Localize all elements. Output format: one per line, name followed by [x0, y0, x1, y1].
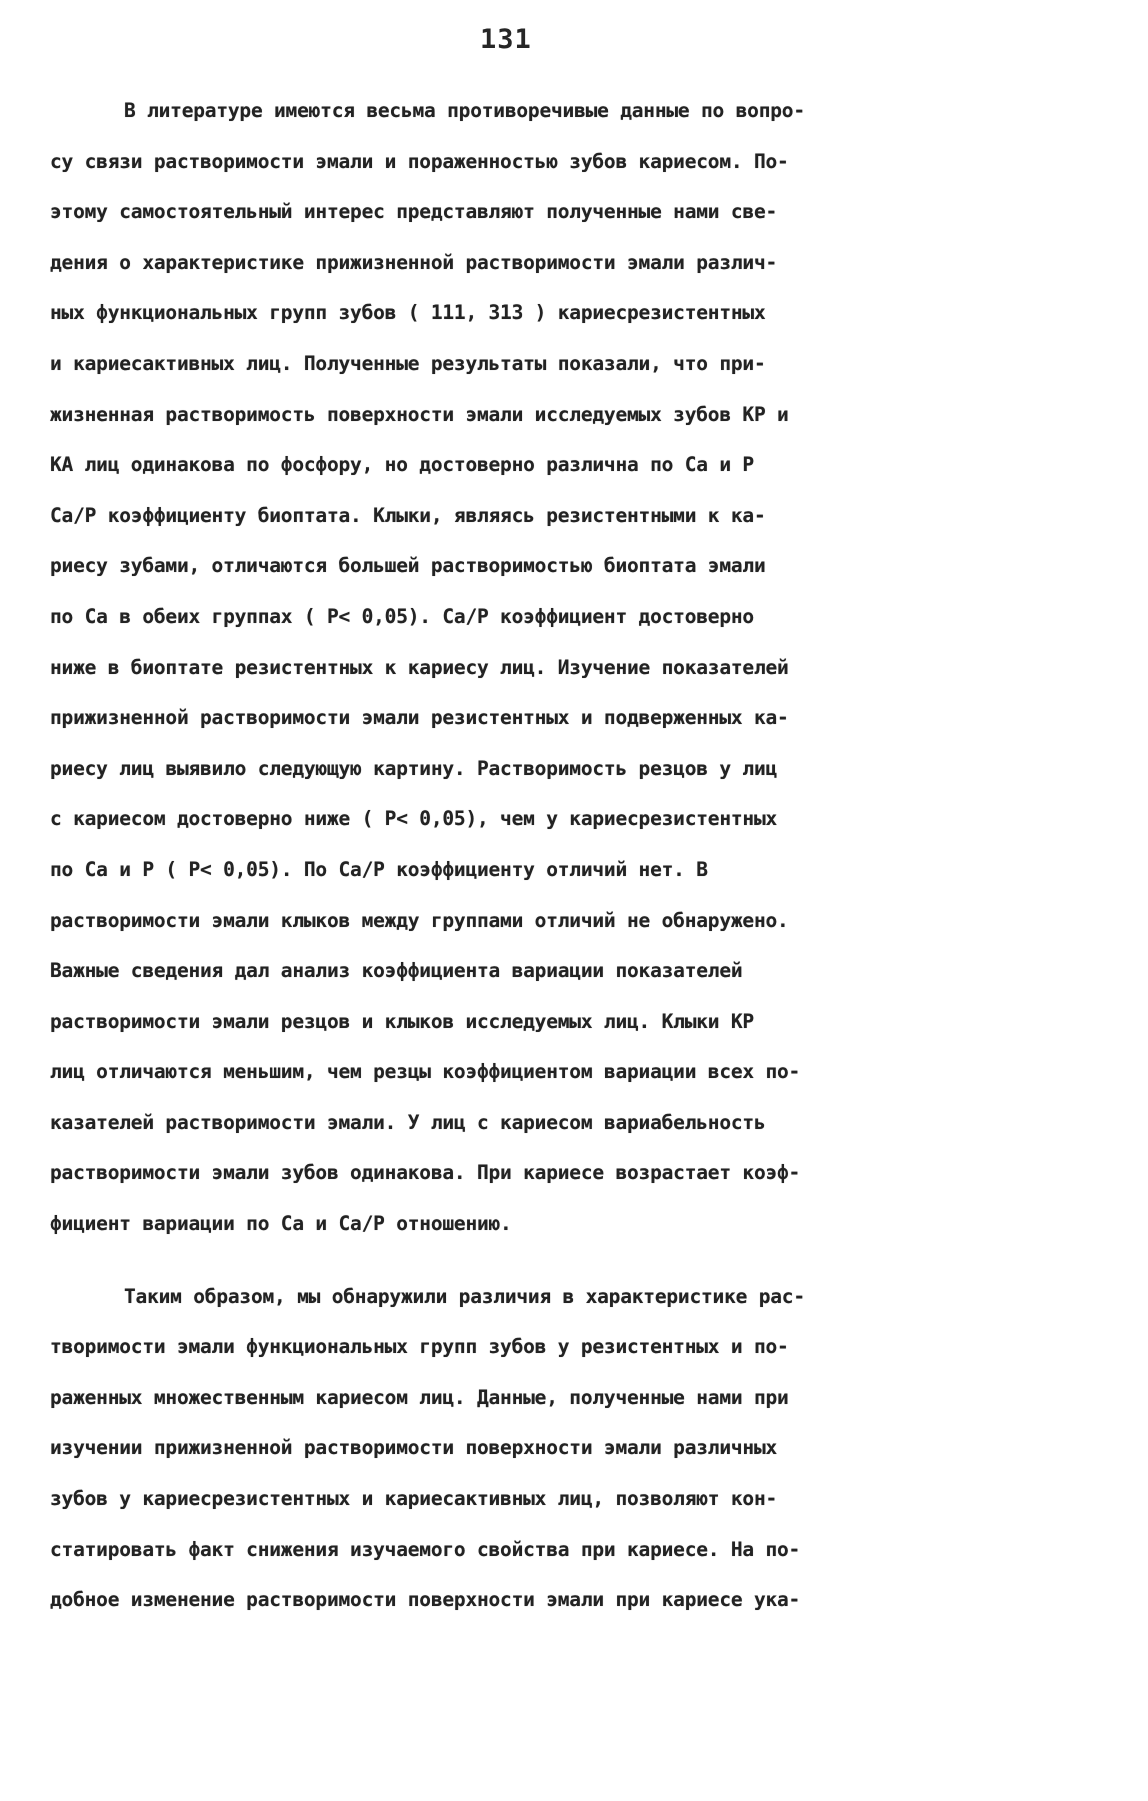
text-line: В литературе имеются весьма противоречивые данные по вопро-	[124, 99, 805, 122]
text-line: дения о характеристике прижизненной растворимости эмали различ-	[50, 250, 778, 274]
text-line: риесу лиц выявило следующую картину. Растворимость резцов у лиц	[50, 756, 778, 780]
text-line: су связи растворимости эмали и пораженностью зубов кариесом. По-	[50, 149, 789, 173]
text-line: ных функциональных групп зубов ( 111, 313 ) кариесрезистентных	[50, 301, 766, 325]
text-line: по Ca в обеих группах ( P< 0,05). Ca/P коэффициент достоверно	[50, 604, 754, 628]
body-text	[50, 86, 1100, 1626]
text-line: лиц отличаются меньшим, чем резцы коэффициентом вариации всех по-	[50, 1060, 801, 1084]
text-line: изучении прижизненной растворимости поверхности эмали различных	[50, 1436, 778, 1460]
paragraph-gap	[50, 1250, 1100, 1272]
text-line: риесу зубами, отличаются большей растворимостью биоптата эмали	[50, 554, 766, 578]
text-line: статировать факт снижения изучаемого свойства при кариесе. На по-	[50, 1537, 801, 1561]
text-line: КА лиц одинакова по фосфору, но достоверно различна по Ca и P	[50, 453, 754, 477]
text-line: фициент вариации по Ca и Ca/P отношению.	[50, 1212, 512, 1236]
text-line: и кариесактивных лиц. Полученные результаты показали, что при-	[50, 351, 766, 375]
text-line: этому самостоятельный интерес представляют полученные нами све-	[50, 200, 778, 224]
text-line: прижизненной растворимости эмали резистентных и подверженных ка-	[50, 706, 789, 730]
text-line: с кариесом достоверно ниже ( P< 0,05), чем у кариесрезистентных	[50, 807, 778, 831]
text-line: растворимости эмали резцов и клыков исследуемых лиц. Клыки КР	[50, 1009, 754, 1033]
text-line: творимости эмали функциональных групп зубов у резистентных и по-	[50, 1335, 789, 1359]
text-line: Ca/P коэффициенту биоптата. Клыки, являясь резистентными к ка-	[50, 503, 766, 527]
text-line: жизненная растворимость поверхности эмали исследуемых зубов КР и	[50, 402, 789, 426]
text-line: по Ca и P ( P< 0,05). По Ca/P коэффициенту отличий нет. В	[50, 857, 708, 881]
text-line: растворимости эмали зубов одинакова. При кариесе возрастает коэф-	[50, 1161, 801, 1185]
page-number: 131	[480, 24, 532, 55]
text-line: ниже в биоптате резистентных к кариесу лиц. Изучение показателей	[50, 655, 789, 679]
text-line: растворимости эмали клыков между группами отличий не обнаружено.	[50, 908, 789, 932]
text-line: зубов у кариесрезистентных и кариесактивных лиц, позволяют кон-	[50, 1487, 778, 1511]
text-line: казателей растворимости эмали. У лиц с кариесом вариабельность	[50, 1110, 766, 1134]
text-line: добное изменение растворимости поверхности эмали при кариесе ука-	[50, 1588, 801, 1612]
text-line: Таким образом, мы обнаружили различия в характеристике рас-	[124, 1284, 805, 1308]
text-line: раженных множественным кариесом лиц. Данные, полученные нами при	[50, 1385, 789, 1409]
text-line: Важные сведения дал анализ коэффициента вариации показателей	[50, 959, 743, 983]
